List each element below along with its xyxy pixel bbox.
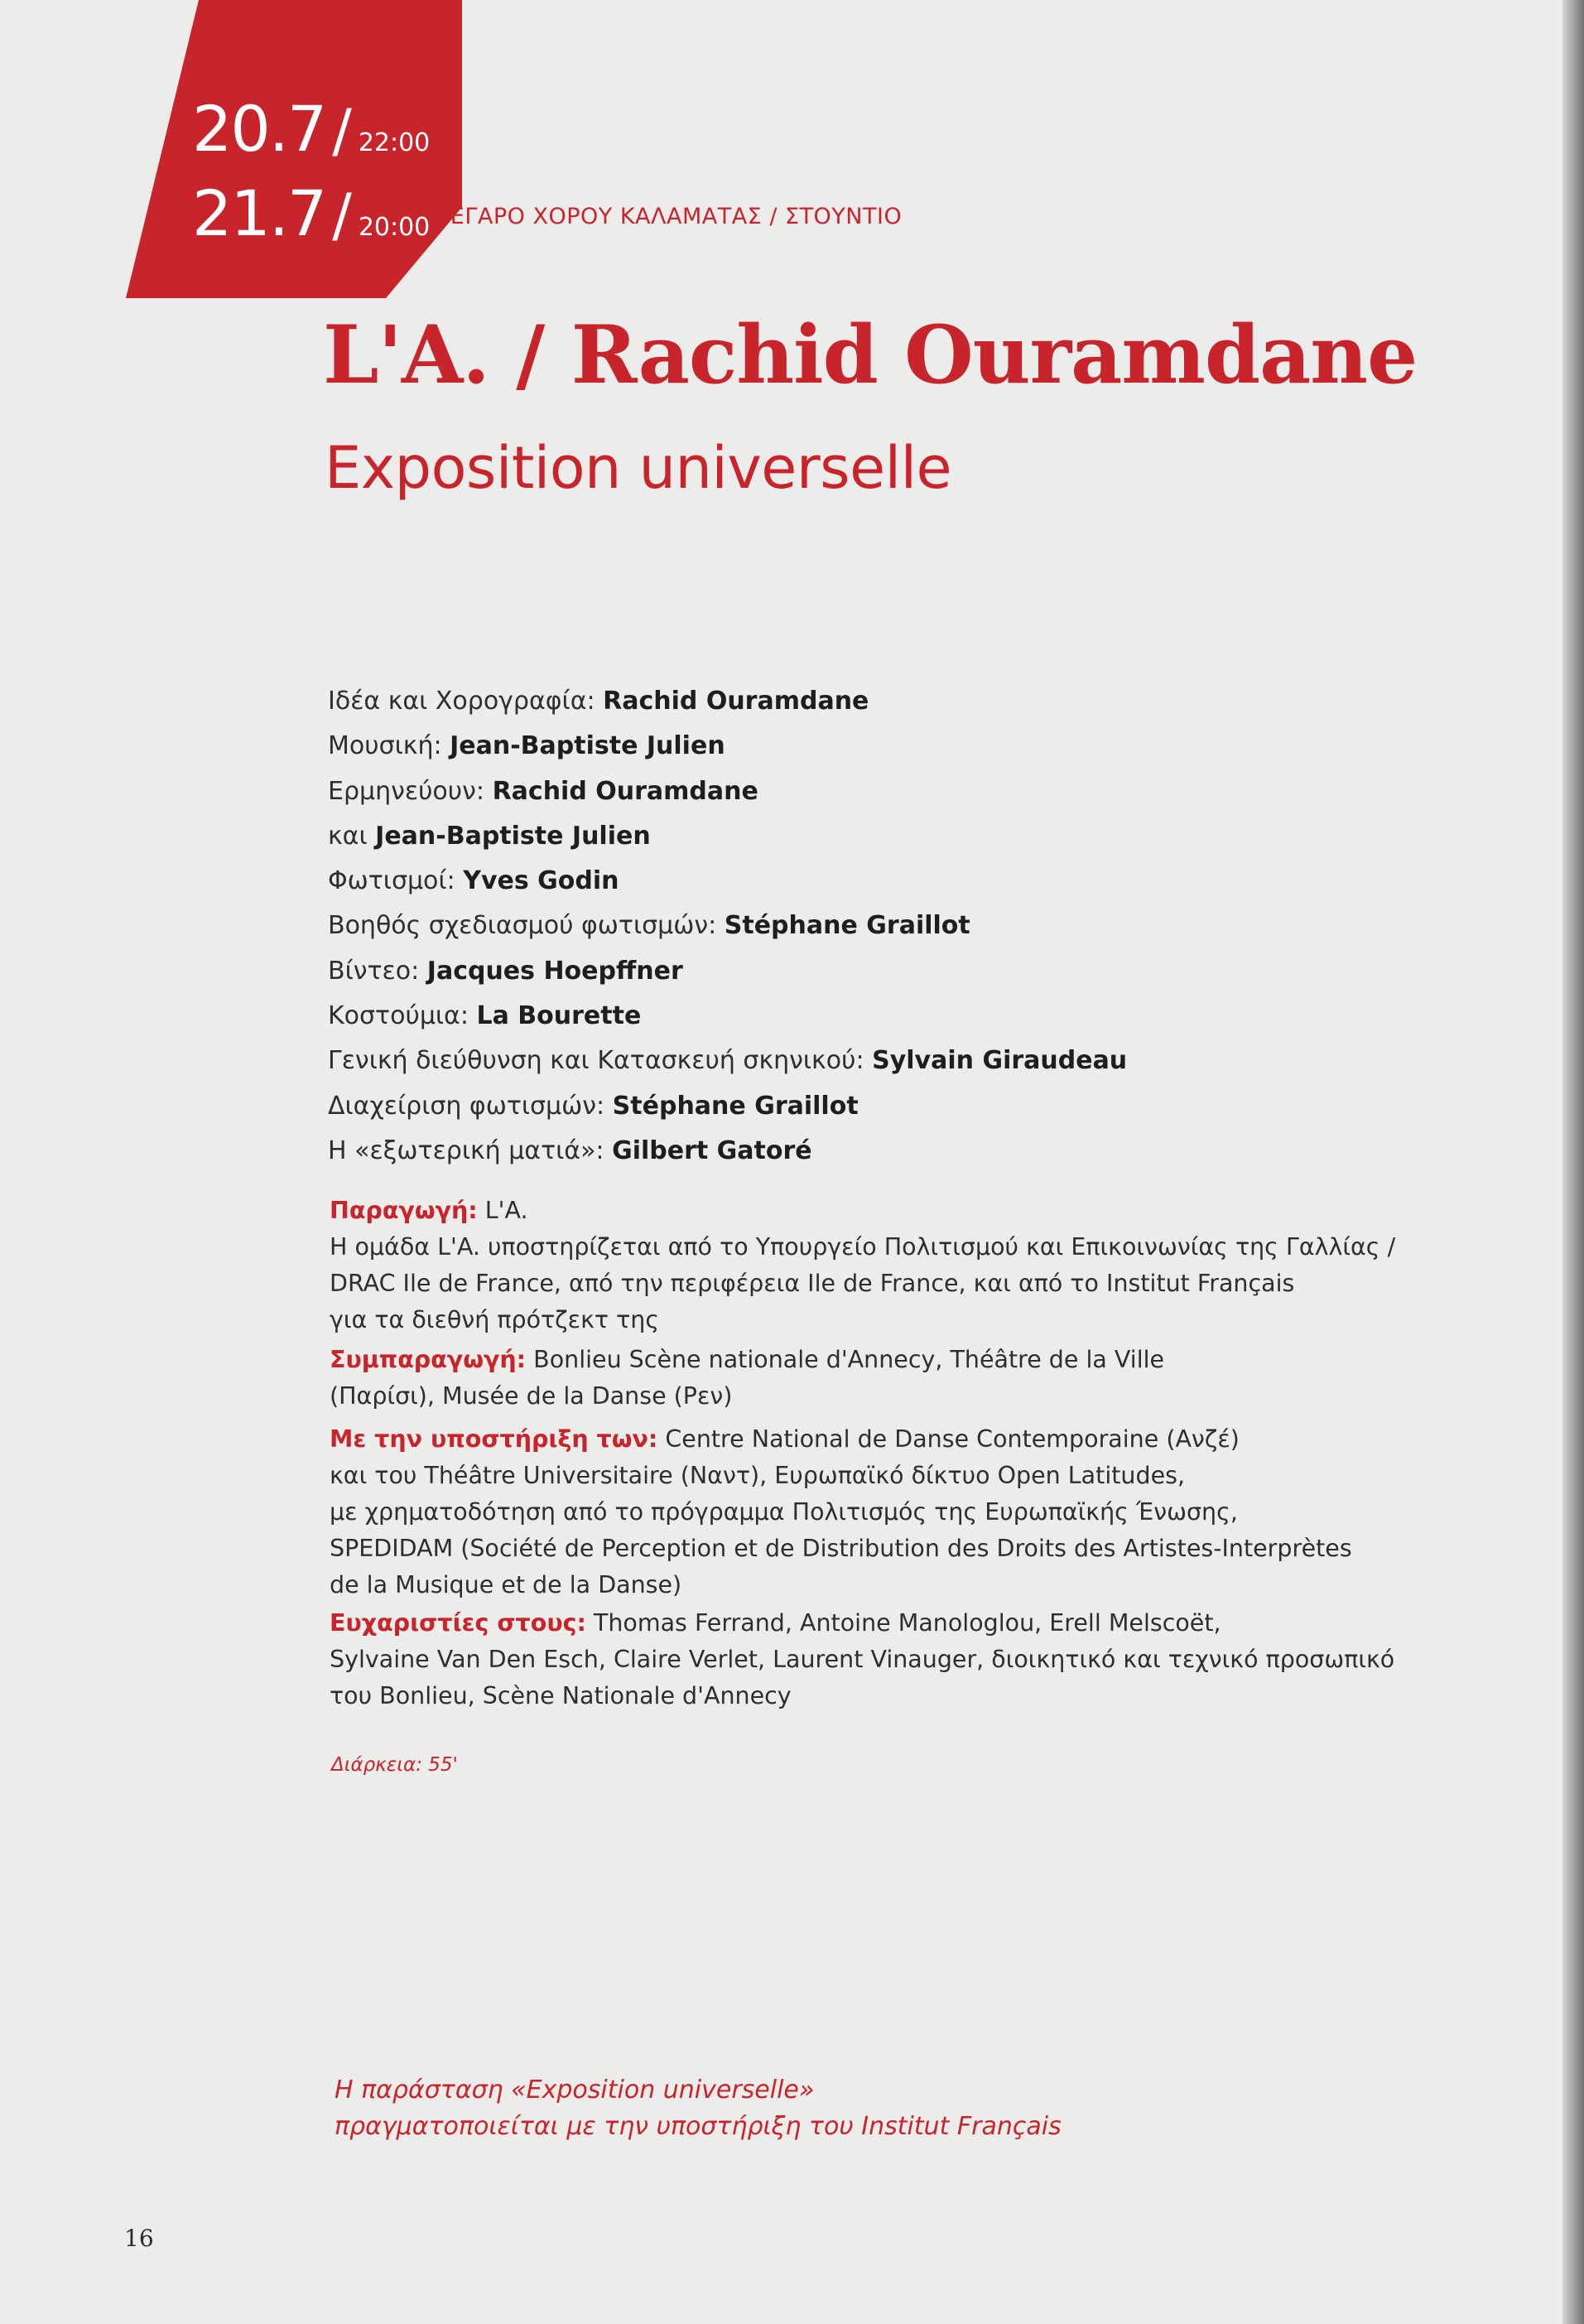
credits-list <box>328 679 1127 1174</box>
thanks-first-line <box>330 1605 1394 1642</box>
venue-label: ΜΕΓΑΡΟ ΧΟΡΟΥ ΚΑΛΑΜΑΤΑΣ / ΣΤΟΥΝΤΙΟ <box>431 204 903 229</box>
date-banner <box>0 0 1584 298</box>
thanks-label: Ευχαριστίες στους: <box>330 1609 586 1637</box>
date-line-2 <box>192 176 431 250</box>
credit-line <box>328 814 1127 859</box>
production-value: L'A. <box>484 1197 528 1224</box>
production-label: Παραγωγή: <box>330 1197 478 1224</box>
credit-name: Rachid Ouramdane <box>603 687 869 716</box>
credit-role: Ερμηνεύουν: <box>328 776 485 806</box>
thanks-value: Thomas Ferrand, Antoine Manologlou, Erell Melscoët, <box>593 1609 1221 1637</box>
credit-line <box>328 1039 1127 1083</box>
credit-line <box>328 859 1127 904</box>
date-day: 20.7 <box>192 92 326 166</box>
credit-role: και <box>328 821 368 851</box>
credit-name: Gilbert Gatoré <box>612 1135 812 1165</box>
page-subtitle: Exposition universelle <box>325 434 952 502</box>
credit-line <box>328 949 1127 994</box>
date-line-1 <box>192 92 431 166</box>
support-line: de la Musique et de la Danse) <box>330 1571 682 1598</box>
credit-name: Sylvain Giraudeau <box>872 1046 1128 1076</box>
support-first-line <box>330 1421 1352 1458</box>
thanks-block <box>330 1605 1394 1714</box>
credit-line <box>328 1129 1127 1174</box>
credit-name: Stéphane Graillot <box>724 911 970 941</box>
date-time: 22:00 <box>358 128 431 157</box>
support-block <box>330 1421 1352 1603</box>
thanks-line: του Bonlieu, Scène Nationale d'Annecy <box>330 1682 792 1709</box>
production-first-line <box>330 1193 1395 1229</box>
credit-role: Γενική διεύθυνση και Κατασκευή σκηνικού: <box>328 1046 864 1076</box>
date-slash: / <box>332 181 350 249</box>
credit-line <box>328 1084 1127 1129</box>
credit-name: Jacques Hoepffner <box>426 956 683 986</box>
credit-name: Jean-Baptiste Julien <box>450 731 725 761</box>
credit-role: Διαχείριση φωτισμών: <box>328 1091 605 1121</box>
credit-role: Κοστούμια: <box>328 1001 469 1031</box>
sponsor-note-line: πραγματοποιείται με την υποστήριξη του Institut Français <box>335 2112 1062 2141</box>
duration-label: Διάρκεια: 55' <box>331 1754 458 1776</box>
credit-line <box>328 724 1127 769</box>
credit-role: Βοηθός σχεδιασμού φωτισμών: <box>328 911 717 941</box>
credit-name: La Bourette <box>476 1001 642 1031</box>
credit-role: Βίντεο: <box>328 956 420 986</box>
credit-line <box>328 994 1127 1039</box>
production-line: DRAC Ile de France, από την περιφέρεια Ile de France, και από το Institut Français <box>330 1270 1295 1297</box>
credit-role: Ιδέα και Χορογραφία: <box>328 687 595 716</box>
date-slash: / <box>332 97 350 165</box>
production-line: για τα διεθνή πρότζεκτ της <box>330 1306 660 1333</box>
credit-role: Φωτισμοί: <box>328 866 455 896</box>
support-label: Με την υποστήριξη των: <box>330 1425 658 1453</box>
date-day: 21.7 <box>192 176 326 250</box>
credit-name: Yves Godin <box>463 866 619 896</box>
coproduction-block <box>330 1342 1164 1415</box>
thanks-line: Sylvaine Van Den Esch, Claire Verlet, Laurent Vinauger, διοικητικό και τεχνικό προσωπικό <box>330 1646 1395 1673</box>
credit-name: Rachid Ouramdane <box>492 776 758 806</box>
support-line: SPEDIDAM (Société de Perception et de Distribution des Droits des Artistes-Interprètes <box>330 1535 1352 1562</box>
credit-line <box>328 904 1127 948</box>
coproduction-label: Συμπαραγωγή: <box>330 1346 527 1373</box>
sponsor-note <box>335 2072 1062 2145</box>
page-spine-shadow <box>1562 0 1584 2324</box>
credit-role: Μουσική: <box>328 731 442 761</box>
credit-line <box>328 679 1127 724</box>
date-time: 20:00 <box>358 213 431 242</box>
credit-name: Stéphane Graillot <box>612 1091 859 1121</box>
page-number: 16 <box>124 2225 154 2252</box>
coproduction-line: (Παρίσι), Musée de la Danse (Ρεν) <box>330 1382 733 1410</box>
production-line: Η ομάδα L'A. υποστηρίζεται από το Υπουργείο Πολιτισμού και Επικοινωνίας της Γαλλίας / <box>330 1233 1396 1261</box>
support-line: και του Théâtre Universitaire (Ναντ), Ευρωπαϊκό δίκτυο Open Latitudes, <box>330 1462 1186 1489</box>
coproduction-first-line <box>330 1342 1164 1378</box>
credit-line <box>328 769 1127 814</box>
credit-name: Jean-Baptiste Julien <box>375 821 651 851</box>
production-block <box>330 1193 1395 1338</box>
page-title: L'A. / Rachid Ouramdane <box>323 308 1418 402</box>
credit-role: Η «εξωτερική ματιά»: <box>328 1135 604 1165</box>
support-line: με χρηματοδότηση από το πρόγραμμα Πολιτισμός της Ευρωπαϊκής Ένωσης, <box>330 1498 1238 1526</box>
coproduction-value: Bonlieu Scène nationale d'Annecy, Théâtre de la Ville <box>533 1346 1165 1373</box>
support-value: Centre National de Danse Contemporaine (Ανζέ) <box>665 1425 1240 1453</box>
sponsor-note-line: Η παράσταση «Exposition universelle» <box>335 2076 815 2105</box>
